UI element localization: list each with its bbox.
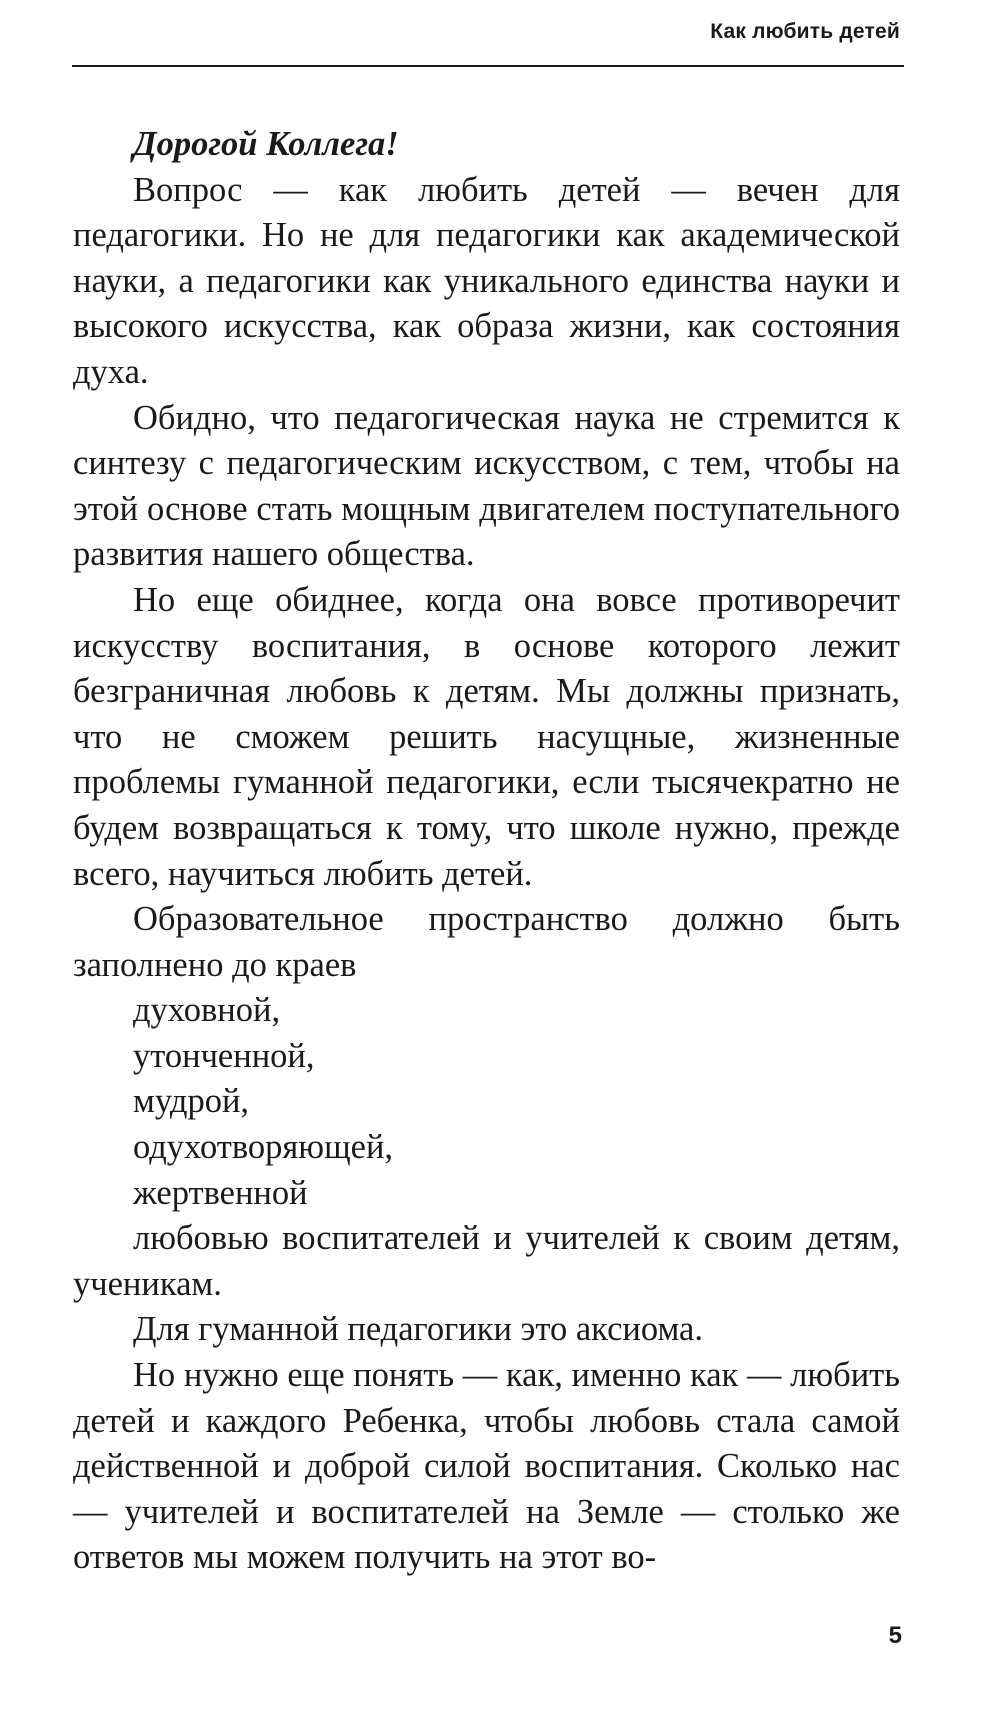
greeting: Дорогой Коллега! xyxy=(133,125,399,163)
page-number: 5 xyxy=(888,1622,902,1649)
paragraph-continuation: любовью воспитателей и учителей к своим детям, ученикам. xyxy=(73,1219,900,1303)
paragraph: Но нужно еще понять — как, именно как — любить детей и каждого Ребенка, чтобы любовь стала самой действенной и доброй силой воспитания. Сколько нас — учителей и воспитателей на Земле — столько же ответов мы можем получить на этот во- xyxy=(73,1356,900,1577)
list-line: мудрой, xyxy=(133,1082,250,1121)
paragraph: Для гуманной педагогики это аксиома. xyxy=(133,1310,703,1349)
list-line: жертвенной xyxy=(133,1173,308,1212)
paragraph: Вопрос — как любить детей — вечен для педагогики. Но не для педагогики как академической науки, а педагогики как уникального единства науки и высокого искусства, как образа жизни, как состояния духа. xyxy=(73,170,900,391)
running-head: Как любить детей xyxy=(710,20,900,43)
paragraph: Но еще обиднее, когда она вовсе противоречит искусству воспитания, в основе которого лежит безграничная любовь к детям. Мы должны признать, что не сможем решить насущные, жизненные проблемы гуманной педагогики, если тысячекратно не будем возвращаться к тому, что школе нужно, прежде всего, научиться любить детей. xyxy=(73,580,900,893)
header-rule xyxy=(72,65,904,67)
list-line: утонченной, xyxy=(133,1036,315,1075)
list-line: духовной, xyxy=(133,991,281,1030)
list-line: одухотворяющей, xyxy=(133,1128,394,1167)
letter-body xyxy=(73,122,900,1581)
paragraph: Обидно, что педагогическая наука не стремится к синтезу с педагогическим искусством, с тем, чтобы на этой основе стать мощным двигателем поступательного развития нашего общества. xyxy=(73,398,900,574)
paragraph: Образовательное пространство должно быть заполнено до краев xyxy=(73,900,900,984)
